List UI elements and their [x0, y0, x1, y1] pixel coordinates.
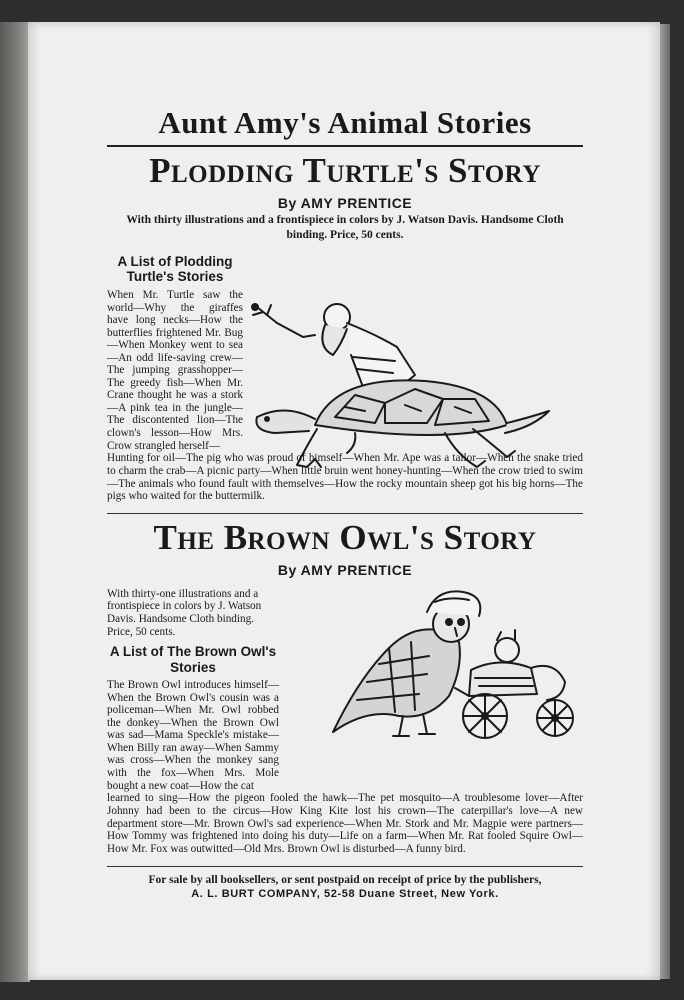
- book1-title: Plodding Turtle's Story: [149, 151, 541, 191]
- book2-title: The Brown Owl's Story: [153, 518, 537, 558]
- book2-list-column: [107, 580, 279, 792]
- book2-list-heading: A List of The Brown Owl's Stories: [109, 644, 277, 675]
- turtle-illustration: [245, 295, 557, 477]
- book1-section: [107, 153, 583, 503]
- book1-list-text-continued: Hunting for oil—The pig who was proud of himself—When Mr. Ape was a tailor—When the snake tried to charm the crab—A picnic party—When little bruin went honey-hunting—When the crow tried to swim—The animals who found fault with themselves—How the rocky mountain sheep got his big horns—The pigs who waited for the buttermilk.: [107, 452, 583, 503]
- book2-list-text: The Brown Owl introduces himself—When the Brown Owl's cousin was a policeman—When Mr. Owl robbed the donkey—When the Brown Owl was sad—Mama Speckle's mistake—When Billy ran away—When Sammy was cross—When the monkey sang with the fox—When Mrs. Mole bought a new coat—How the cat: [107, 679, 279, 792]
- book2-list-text-continued: learned to sing—How the pigeon fooled the hawk—The pet mosquito—A troublesome lover—After Johnny had been to the circus—How King Kite lost his crown—The caterpillar's love—A new department store—Mr. Brown Owl's sad experience—When Mr. Stork and Mr. Magpie were partners—How Tommy was frightened into doing his duty—Life on a farm—When Mr. Rat fooled Squire Owl—How Mr. Fox was outwitted—Old Mrs. Brown Owl is disturbed—A funny bird.: [107, 792, 583, 856]
- top-rule: [107, 145, 583, 147]
- book1-description: With thirty illustrations and a frontispiece in colors by J. Watson Davis. Handsome Cloth binding. Price, 50 cents.: [126, 213, 564, 242]
- footer-publisher: A. L. BURT COMPANY, 52-58 Duane Street, New York.: [191, 888, 499, 901]
- book1-list-column: [107, 244, 243, 452]
- book2-byline: By AMY PRENTICE: [277, 561, 413, 578]
- left-page-edge: [0, 22, 30, 982]
- page-content: [107, 104, 583, 900]
- bottom-rule: [107, 866, 583, 867]
- footer-sale-text: For sale by all booksellers, or sent postpaid on receipt of price by the publishers,: [148, 873, 542, 886]
- series-title: Aunt Amy's Animal Stories: [158, 105, 532, 140]
- book2-description: With thirty-one illustrations and a frontispiece in colors by J. Watson Davis. Handsome Cloth binding. Price, 50 cents.: [107, 587, 262, 638]
- owl-illustration: [319, 586, 581, 756]
- book1-byline: By AMY PRENTICE: [277, 194, 413, 211]
- middle-rule: [107, 513, 583, 514]
- book1-list-heading: A List of Plodding Turtle's Stories: [117, 253, 233, 285]
- book2-section: [107, 520, 583, 856]
- book1-list-text: When Mr. Turtle saw the world—Why the giraffes have long necks—How the butterflies frightened Mr. Bug—When Monkey went to sea—An odd life-saving crew—The jumping grasshopper—The greedy fish—When Mr. Crane thought he was a stork—A pink tea in the jungle—The discontented lion—The clown's lesson—How Mrs. Crow strangled herself—: [107, 289, 243, 452]
